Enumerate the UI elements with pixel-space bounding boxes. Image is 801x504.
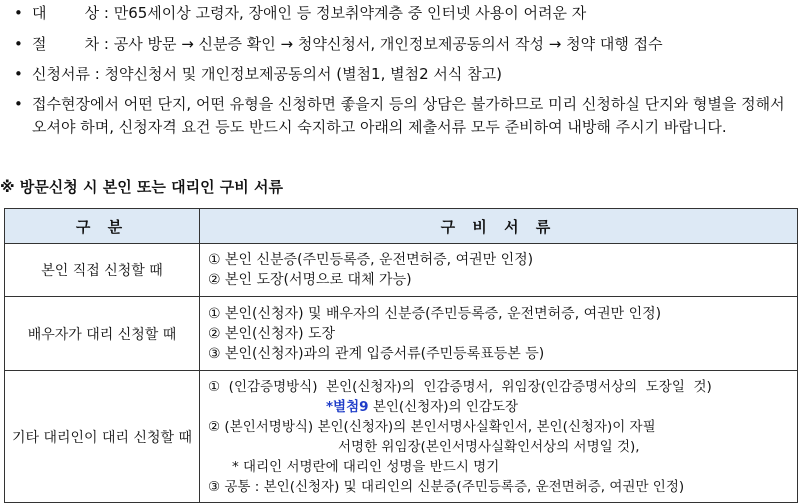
header-documents: 구 비 서 류 xyxy=(200,209,798,244)
document-line: ① 본인(신청자) 및 배우자의 신분증(주민등록증, 운전면허증, 여권만 인정) xyxy=(208,305,662,322)
document-line xyxy=(208,397,789,417)
section-heading: ※ 방문신청 시 본인 또는 대리인 구비 서류 xyxy=(0,178,283,196)
bullet-text: 만65세이상 고령자, 장애인 등 정보취약계층 중 인터넷 사용이 어려운 자 xyxy=(113,4,587,22)
table-row xyxy=(5,297,798,371)
document-line: ③ 본인(신청자)과의 관계 입증서류(주민등록표등본 등) xyxy=(208,345,545,362)
bullet-mark: • xyxy=(14,4,23,22)
document-line-text: 본인(신청자)의 인감도장 xyxy=(368,398,519,415)
document-line: 서명한 위임장(본인서명사실확인서상의 서명일 것), xyxy=(338,438,640,455)
document-note: * 대리인 서명란에 대리인 성명을 반드시 명기 xyxy=(232,458,500,475)
bullet-mark: • xyxy=(14,65,23,83)
bullet-mark: • xyxy=(14,95,23,113)
document-line: ② (본인서명방식) 본인(신청자)의 본인서명사실확인서, 본인(신청자)이 자필 xyxy=(208,418,656,435)
header-category: 구 분 xyxy=(5,209,200,244)
table-header-row xyxy=(5,209,798,244)
bullet-documents: • 신청서류 : 청약신청서 및 개인정보제공동의서 (별첨1, 별첨2 서식 참고) xyxy=(14,63,502,86)
table-row xyxy=(5,244,798,297)
bullet-text: 청약신청서 및 개인정보제공동의서 (별첨1, 별첨2 서식 참고) xyxy=(104,65,503,83)
document-line: ① (인감증명방식) 본인(신청자)의 인감증명서, 위임장(인감증명서상의 도장일 것) xyxy=(208,378,712,395)
row-category: 본인 직접 신청할 때 xyxy=(5,244,200,297)
row-documents xyxy=(200,297,798,371)
bullet-label: 대 상 xyxy=(32,4,100,22)
bullet-label: 신청서류 xyxy=(32,65,90,83)
document-line: ③ 공통 : 본인(신청자) 및 대리인의 신분증(주민등록증, 운전면허증, 여권만 인정) xyxy=(208,478,685,495)
document-line: ② 본인(신청자) 도장 xyxy=(208,325,336,342)
required-documents-table xyxy=(4,208,798,503)
row-category: 기타 대리인이 대리 신청할 때 xyxy=(5,371,200,503)
document-line: ② 본인 도장(서명으로 대체 가능) xyxy=(208,272,412,288)
attachment-ref: *별첨9 xyxy=(326,398,369,415)
bullet-notice xyxy=(14,93,799,139)
row-documents xyxy=(200,371,798,503)
bullet-mark: • xyxy=(14,35,23,53)
bullet-label: 절 차 xyxy=(32,35,100,53)
bullet-text: 접수현장에서 어떤 단지, 어떤 유형을 신청하면 좋을지 등의 상담은 불가하므로 미리 신청하실 단지와 형별을 정해서 오셔야 하며, 신청자격 요건 등도 반드시 숙지하고 아래의 제출서류 모두 준비하여 내방해 주시기 바랍니다. xyxy=(32,95,785,136)
table-row xyxy=(5,371,798,503)
row-documents xyxy=(200,244,798,297)
bullet-text: 공사 방문 → 신분증 확인 → 청약신청서, 개인정보제공동의서 작성 → 청약 대행 접수 xyxy=(113,35,663,53)
row-category: 배우자가 대리 신청할 때 xyxy=(5,297,200,371)
document-line: ① 본인 신분증(주민등록증, 운전면허증, 여권만 인정) xyxy=(208,252,534,268)
bullet-procedure: • 절 차 : 공사 방문 → 신분증 확인 → 청약신청서, 개인정보제공동의서 작성 → 청약 대행 접수 xyxy=(14,33,663,56)
bullet-target: • 대 상 : 만65세이상 고령자, 장애인 등 정보취약계층 중 인터넷 사용이 어려운 자 xyxy=(14,2,586,25)
